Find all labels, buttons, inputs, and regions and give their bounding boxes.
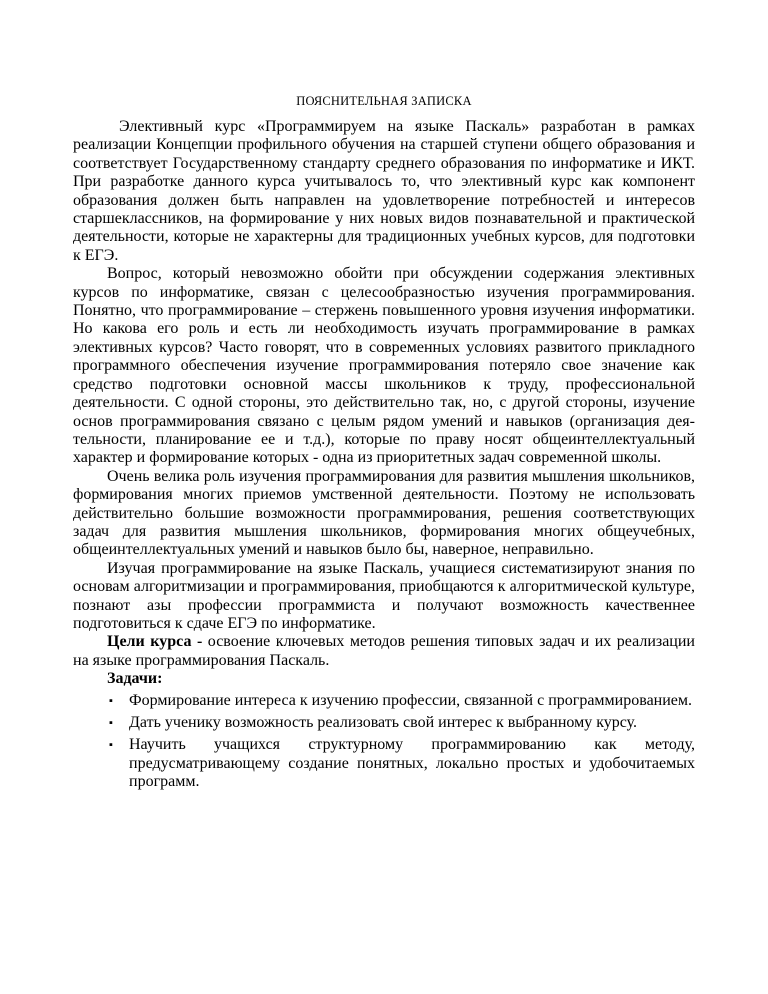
goals-label: Цели курса - — [107, 633, 203, 651]
list-item — [73, 714, 695, 732]
tasks-label: Задачи: — [107, 670, 163, 688]
bullet-icon: ▪ — [109, 739, 113, 752]
document-title: ПОЯСНИТЕЛЬНАЯ ЗАПИСКА — [296, 94, 472, 108]
paragraph-tasks-heading — [73, 670, 695, 688]
list-item-text: Дать ученику возможность реализовать свой интерес к выбранному курсу. — [129, 714, 638, 731]
tasks-list — [73, 692, 695, 792]
bullet-icon: ▪ — [109, 717, 113, 729]
list-item-text: Научить учащихся структурному программированию как методу, предусматривающему создание понятных, локально простых и удобочитаемых программ. — [129, 736, 695, 791]
goals-text: освоение ключевых методов решения типовых задач и их реализации на языке программирования Паскаль. — [73, 633, 695, 669]
paragraph-goals — [73, 633, 695, 670]
list-item-text: Формирование интереса к изучению профессии, связанной с программированием. — [129, 691, 693, 709]
paragraph-question: Вопрос, который невозможно обойти при обсуждении содержания элективных курсов по информатике, связан с целесообразностью изучения программирования. Понятно, что программирование – стержень повышенного уровня изучения информатики. Но какова его роль и есть ли необходимость изучать программирование в рамках элективных курсов? Часто говорят, что в современных условиях развитого прикладного программного обеспечения изучение программирования потеряло свое значение как средство подготовки основной массы школьников к труду, профессиональной деятельности. С одной стороны, это действительно так, но, с другой стороны, изучение основ программирования связано с целым рядом умений и навыков (организация деятельности, планирование ее и т.д.), которые по праву носят общеинтеллектуальный характер и формирование которых - одна из приоритетных задач современной школы. — [73, 265, 695, 467]
paragraph-intro: Элективный курс «Программируем на языке Паскаль» разработан в рамках реализации Концепции профильного обучения на старшей ступени общего образования и соответствует Государственному стандарту среднего образования по информатике и ИКТ. При разработке данного курса учитывалось то, что элективный курс как компонент образования должен быть направлен на удовлетворение потребностей и интересов старшеклассников, на формирование у них новых видов познавательной и практической деятельности, которые не характерны для традиционных учебных курсов, для подготовки к ЕГЭ. — [73, 118, 695, 264]
list-item — [73, 692, 695, 710]
document-page — [73, 92, 695, 796]
paragraph-pascal: Изучая программирование на языке Паскаль, учащиеся систематизируют знания по основам алгоритмизации и программирования, приобщаются к алгоритмической культуре, познают азы профессии программиста и получают возможность качественнее подготовиться к сдаче ЕГЭ по информатике. — [73, 559, 695, 632]
paragraph-thinking: Очень велика роль изучения программирования для развития мышления школьников, формирования многих приемов умственной деятельности. Поэтому не использовать действительно большие возможности программирования, решения соответствующих задач для развития мышления школьников, формирования многих общеучебных, общеинтеллектуальных умений и навыков было бы, наверное, неправильно. — [73, 467, 695, 559]
list-item — [73, 736, 695, 791]
bullet-icon: ▪ — [109, 694, 113, 707]
